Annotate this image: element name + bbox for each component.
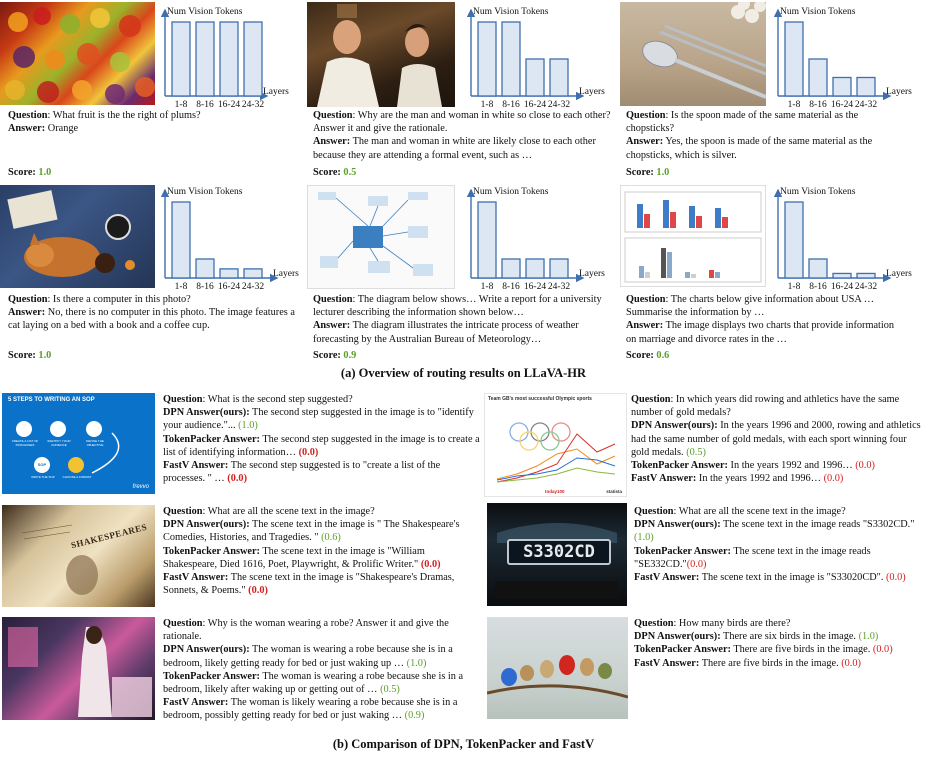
x-tick-label: 1-8: [787, 100, 801, 110]
brand-logo: statista: [606, 489, 622, 494]
panel-text: Question: Why are the man and woman in white so close to each other? Answer it and give the rationale. Answer: The man and woman in white are likely close to each other because they are attending a formal event, such as …: [313, 110, 611, 161]
comparison-text: Question: Why is the woman wearing a robe? Answer it and give the rationale. DPN Answer(ours): The woman is wearing a robe because she is in a bedroom, likely getting ready for bed or just waking up … (1.0) TokenPacker Answer: The woman is wearing a robe because she is in a bedroom, likely after waking up or getting out of … (0.5) FastV Answer: The woman is likely wearing a robe because she is in a bedroom, possibly getting ready for bed or just waking … (0.9): [163, 618, 464, 722]
sop-step: DEFINE THE OBJECTIVE: [86, 439, 104, 447]
bar: [809, 59, 827, 96]
x-tick-label: 24-32: [854, 282, 878, 292]
bar: [244, 269, 262, 278]
shakespeare-book-photo: [2, 505, 155, 607]
figure-caption-a: (a) Overview of routing results on LLaVA-HR: [340, 366, 587, 380]
y-axis-label: Num Vision Tokens: [473, 187, 549, 197]
comparison-text: Question: What is the second step suggested? DPN Answer(ours): The second step suggested in the image is to "identify your audience."... (1.0) TokenPacker Answer: The second step suggested in the image is to create a list of identifying information… (0.0) FastV Answer: The second step suggested is to "create a list of the processes. " … (0.0): [163, 394, 480, 485]
book-title: SHAKESPEARES: [69, 521, 149, 551]
x-tick-label: 8-16: [502, 282, 520, 292]
x-tick-label: 24-32: [241, 100, 265, 110]
x-axis-label: Layers: [886, 269, 912, 279]
sop-center: SOP: [37, 462, 47, 467]
sop-step: WRITE THE SOP: [31, 475, 55, 479]
x-tick-label: 16-24: [217, 282, 241, 292]
bar: [833, 273, 851, 278]
spoon-chopsticks-photo: [620, 2, 766, 106]
panel-text: Question: Is there a computer in this photo? Answer: No, there is no computer in this photo. The image features a cat laying on a bed with a book and a coffee cup.: [8, 294, 295, 332]
x-tick-label: 16-24: [523, 282, 547, 292]
x-tick-label: 16-24: [217, 100, 241, 110]
bar: [785, 202, 803, 278]
bar: [502, 259, 520, 278]
bar: [857, 78, 875, 97]
olympic-sports-chart-image: [484, 393, 627, 497]
bar: [833, 78, 851, 97]
bar: [526, 259, 544, 278]
y-axis-label: Num Vision Tokens: [473, 7, 549, 17]
bar: [857, 273, 875, 278]
x-axis-label: Layers: [273, 269, 299, 279]
x-axis-label: Layers: [886, 87, 912, 97]
routing-bar-chart: [463, 2, 613, 112]
sop-step: CHOOSE A FORMAT: [62, 475, 92, 479]
bar: [550, 259, 568, 278]
routing-bar-chart: [463, 182, 613, 294]
cat-on-bed-photo: [0, 185, 155, 288]
x-tick-label: 24-32: [547, 282, 571, 292]
panel-text: Question: The diagram below shows… Write a report for a university lecturer describing the information shown below… Answer: The diagram illustrates the intricate process of weather forecasting by the Australian Bureau of Meteorology…: [313, 294, 602, 345]
plate-text: S3302CD: [523, 542, 595, 562]
bar: [172, 22, 190, 96]
panel-text: Question: The charts below give information about USA … Summarise the information by … Answer: The image displays two charts that provide information on marriage and divorce rates in the …: [626, 294, 895, 345]
bar: [550, 59, 568, 96]
x-tick-label: 8-16: [502, 100, 520, 110]
x-tick-label: 24-32: [854, 100, 878, 110]
comparison-text: Question: What are all the scene text in the image? DPN Answer(ours): The scene text in the image is " The Shakespeare's Comedies, Histories, and Tragedies. " (0.6) TokenPacker Answer: The scene text in the image is "William Shakespeare, Died 1616, Poet, Playwright, & Prolific Writer." (0.0) FastV Answer: The scene text in the image is "Shakespeare's Dramas, Sonnets, & Poems." (0.0): [163, 506, 460, 597]
x-tick-label: 8-16: [809, 100, 827, 110]
bar: [196, 22, 214, 96]
x-tick-label: 8-16: [196, 282, 214, 292]
bar: [478, 22, 496, 96]
routing-bar-chart: [770, 182, 920, 294]
license-plate-photo: [487, 503, 627, 606]
sop-step: CREATE A LIST OF PROCESSES: [11, 439, 39, 447]
birds-on-branch-photo: [487, 617, 628, 719]
x-axis-label: Layers: [579, 269, 605, 279]
panel-score: Score: 0.6: [626, 350, 670, 361]
panel-score: Score: 1.0: [8, 350, 52, 361]
x-tick-label: 1-8: [174, 100, 188, 110]
y-axis-label: Num Vision Tokens: [780, 187, 856, 197]
bar: [809, 259, 827, 278]
sop-step: IDENTIFY YOUR AUDIENCE: [47, 439, 71, 447]
y-axis-label: Num Vision Tokens: [780, 7, 856, 17]
bedroom-woman-photo: [2, 617, 155, 720]
panel-text: Question: Is the spoon made of the same material as the chopsticks? Answer: Yes, the spoon is made of the same material as the chopsticks, which is silver.: [626, 110, 873, 161]
panel-score: Score: 1.0: [8, 167, 52, 178]
x-tick-label: 16-24: [523, 100, 547, 110]
bar: [220, 269, 238, 278]
panel-score: Score: 0.9: [313, 350, 357, 361]
x-tick-label: 1-8: [480, 100, 494, 110]
routing-bar-chart: [157, 182, 307, 294]
x-tick-label: 1-8: [174, 282, 188, 292]
olympic-chart-title: Team GB's most successful Olympic sports: [488, 396, 592, 402]
bar: [785, 22, 803, 96]
x-tick-label: 1-8: [787, 282, 801, 292]
panel-score: Score: 1.0: [626, 167, 670, 178]
bar: [502, 22, 520, 96]
x-axis-label: Layers: [579, 87, 605, 97]
x-tick-label: 8-16: [809, 282, 827, 292]
panel-score: Score: 0.5: [313, 167, 357, 178]
figure-caption-b: (b) Comparison of DPN, TokenPacker and FastV: [332, 737, 595, 751]
brand-logo: frevvo: [132, 484, 149, 490]
x-tick-label: 16-24: [830, 100, 854, 110]
x-tick-label: 1-8: [480, 282, 494, 292]
bar: [220, 22, 238, 96]
bar: [526, 59, 544, 96]
weather-diagram-image: [307, 185, 455, 289]
x-tick-label: 24-32: [547, 100, 571, 110]
brand-logo: today100: [545, 489, 565, 494]
x-axis-label: Layers: [263, 87, 289, 97]
fruit-stand-photo: [0, 2, 155, 105]
bar: [244, 22, 262, 96]
x-tick-label: 8-16: [196, 100, 214, 110]
routing-bar-chart: [157, 2, 297, 112]
bar: [172, 202, 190, 278]
comparison-text: Question: In which years did rowing and athletics have the same number of gold medals? DPN Answer(ours): In the years 1996 and 2000, rowing and athletics had the same number of gold medals, with each sport winning four gold medals. (0.5) TokenPacker Answer: In the years 1992 and 1996… (0.0) FastV Answer: In the years 1992 and 1996… (0.0): [631, 394, 921, 485]
bar: [196, 259, 214, 278]
routing-bar-chart: [770, 2, 920, 112]
x-tick-label: 24-32: [241, 282, 265, 292]
y-axis-label: Num Vision Tokens: [167, 7, 243, 17]
bar: [478, 202, 496, 278]
y-axis-label: Num Vision Tokens: [167, 187, 243, 197]
sop-steps-image: [2, 393, 155, 494]
marriage-divorce-charts-image: [620, 185, 766, 287]
comparison-text: Question: What are all the scene text in the image? DPN Answer(ours): The scene text in the image reads "S3302CD." (1.0) TokenPacker Answer: The scene text in the image reads "SE332CD."(0.0) FastV Answer: The scene text in the image is "S33020CD". (0.0): [634, 506, 915, 584]
panel-text: Question: What fruit is the the right of plums? Answer: Orange: [8, 110, 201, 135]
period-drama-photo: [307, 2, 455, 107]
comparison-text: Question: How many birds are there? DPN Answer(ours): There are six birds in the image. (1.0) TokenPacker Answer: There are five birds in the image. (0.0) FastV Answer: There are five birds in the image. (0.0): [634, 618, 893, 669]
x-tick-label: 16-24: [830, 282, 854, 292]
sop-title: 5 STEPS TO WRITING AN SOP: [8, 397, 95, 403]
